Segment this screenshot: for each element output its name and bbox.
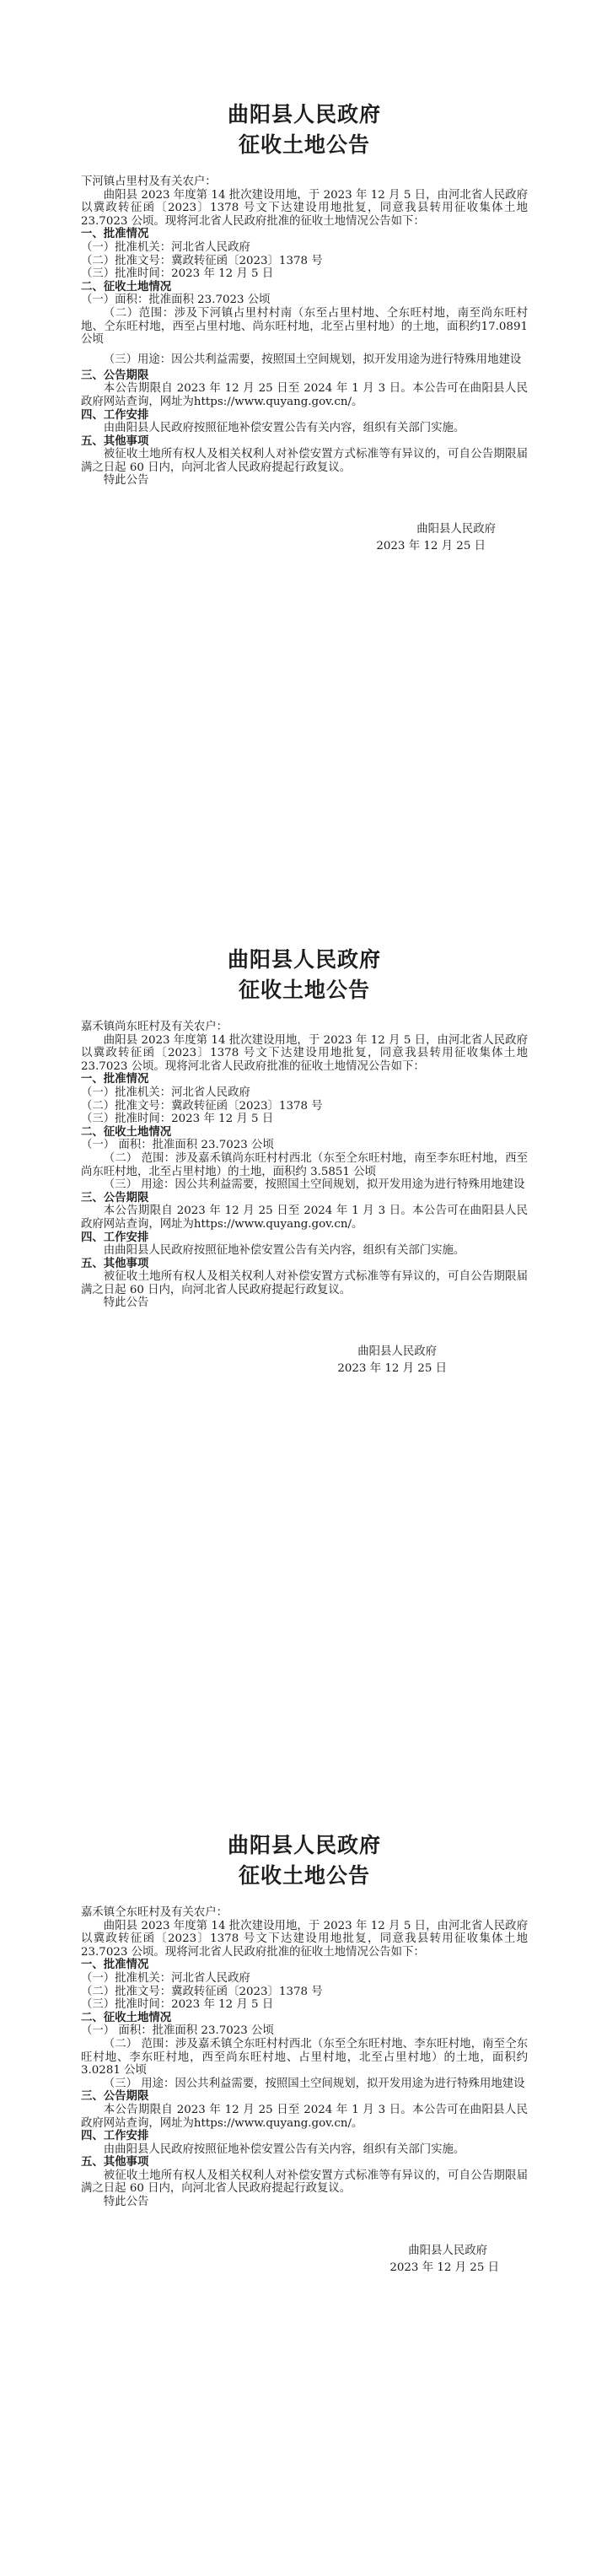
section-work-heading: 四、工作安排 bbox=[81, 408, 149, 422]
notice-2 bbox=[81, 945, 528, 1377]
other-text: 被征收土地所有权人及相关权利人对补偿安置方式标准等有异议的，可自公告期限届满之日起 60 日内，向河北省人民政府提起行政复议。 bbox=[81, 448, 528, 474]
intro-paragraph: 曲阳县 2023 年度第 14 批次建设用地，于 2023 年 12 月 5 日，由河北省人民政府以冀政转征函〔2023〕1378 号文下达建设用地批复，同意我县转用征收集体土地 23.7023 公顷。现将河北省人民政府批准的征收土地情况公告如下： bbox=[81, 188, 528, 228]
approval-date: （三）批准时间：2023 年 12 月 5 日 bbox=[81, 1998, 274, 2012]
period-text: 本公告期限自 2023 年 12 月 25 日至 2024 年 1 月 3 日。本公告可在曲阳县人民政府网站查询，网址为https://www.quyang.gov.cn/。 bbox=[81, 382, 528, 408]
approval-document-number: （二）批准文号：冀政转征函〔2023〕1378 号 bbox=[81, 1985, 323, 1998]
notice-title: 曲阳县人民政府 bbox=[227, 947, 381, 972]
intro-paragraph: 曲阳县 2023 年度第 14 批次建设用地，于 2023 年 12 月 5 日，由河北省人民政府以冀政转征函〔2023〕1378 号文下达建设用地批复，同意我县转用征收集体土地 23.7023 公顷。现将河北省人民政府批准的征收土地情况公告如下： bbox=[81, 1919, 528, 1959]
approval-authority: （一）批准机关：河北省人民政府 bbox=[81, 240, 250, 254]
section-other-heading: 五、其他事项 bbox=[81, 434, 149, 448]
closing-text: 特此公告 bbox=[103, 1296, 149, 1310]
signing-organization: 曲阳县人民政府 bbox=[408, 2244, 487, 2257]
approval-document-number: （二）批准文号：冀政转征函〔2023〕1378 号 bbox=[81, 254, 323, 267]
section-land-heading: 二、征收土地情况 bbox=[81, 2011, 172, 2024]
section-work-heading: 四、工作安排 bbox=[81, 2130, 149, 2143]
land-range: （二） 范围：涉及嘉禾镇仝东旺村村西北（东至仝东旺村地、李东旺村地，南至仝东旺村地、李东旺村地，西至尚东旺村地、占里村地，北至占里村地）的土地，面积约 3.0281 公顷 bbox=[81, 2037, 528, 2078]
addressee: 下河镇占里村及有关农户： bbox=[81, 175, 217, 188]
signing-organization: 曲阳县人民政府 bbox=[357, 1345, 437, 1359]
notice-subtitle: 征收土地公告 bbox=[238, 1863, 370, 1888]
section-approval-heading: 一、批准情况 bbox=[81, 1073, 149, 1086]
work-text: 由曲阳县人民政府按照征地补偿安置公告有关内容，组织有关部门实施。 bbox=[103, 422, 465, 435]
period-text: 本公告期限自 2023 年 12 月 25 日至 2024 年 1 月 3 日。本公告可在曲阳县人民政府网站查询，网址为https://www.quyang.gov.cn/。 bbox=[81, 1204, 528, 1231]
work-text: 由曲阳县人民政府按照征地补偿安置公告有关内容，组织有关部门实施。 bbox=[103, 2142, 465, 2156]
section-land-heading: 二、征收土地情况 bbox=[81, 1125, 172, 1139]
signing-date: 2023 年 12 月 25 日 bbox=[337, 1362, 447, 1376]
section-work-heading: 四、工作安排 bbox=[81, 1231, 149, 1244]
other-text: 被征收土地所有权人及相关权利人对补偿安置方式标准等有异议的，可自公告期限届满之日起 60 日内，向河北省人民政府提起行政复议。 bbox=[81, 1270, 528, 1296]
land-use: （三） 用途：因公共利益需要，按照国土空间规划，拟开发用途为进行特殊用地建设 bbox=[103, 2077, 525, 2090]
land-range: （二）范围：涉及下河镇占里村村南（东至占里村地、仝东旺村地，南至尚东旺村地、仝东旺村地，西至占里村地、尚东旺村地，北至占里村地）的土地，面积约17.0891公顷 bbox=[81, 306, 528, 347]
approval-document-number: （二）批准文号：冀政转征函〔2023〕1378 号 bbox=[81, 1099, 323, 1113]
land-use: （三）用途：因公共利益需要，按照国土空间规划，拟开发用途为进行特殊用地建设 bbox=[103, 353, 522, 366]
land-range: （二） 范围：涉及嘉禾镇尚东旺村村西北（东至仝东旺村地，南至李东旺村地，西至尚东旺村地，北至占里村地）的土地，面积约 3.5851 公顷 bbox=[81, 1151, 528, 1178]
notice-title: 曲阳县人民政府 bbox=[227, 1833, 381, 1857]
section-other-heading: 五、其他事项 bbox=[81, 1257, 149, 1270]
notice-body bbox=[81, 1021, 528, 1310]
approval-date: （三）批准时间：2023 年 12 月 5 日 bbox=[81, 267, 274, 281]
intro-paragraph: 曲阳县 2023 年度第 14 批次建设用地，于 2023 年 12 月 5 日，由河北省人民政府以冀政转征函〔2023〕1378 号文下达建设用地批复，同意我县转用征收集体土地 23.7023 公顷。现将河北省人民政府批准的征收土地情况公告如下： bbox=[81, 1033, 528, 1073]
approval-date: （三）批准时间：2023 年 12 月 5 日 bbox=[81, 1113, 274, 1126]
addressee: 嘉禾镇仝东旺村及有关农户： bbox=[81, 1906, 228, 1919]
signing-date: 2023 年 12 月 25 日 bbox=[376, 540, 486, 553]
section-period-heading: 三、公告期限 bbox=[81, 1191, 149, 1204]
signing-organization: 曲阳县人民政府 bbox=[416, 523, 496, 536]
land-area: （一） 面积：批准面积 23.7023 公顷 bbox=[81, 1139, 274, 1152]
closing-text: 特此公告 bbox=[103, 474, 149, 488]
notice-1 bbox=[81, 100, 528, 555]
period-text: 本公告期限自 2023 年 12 月 25 日至 2024 年 1 月 3 日。本公告可在曲阳县人民政府网站查询，网址为https://www.quyang.gov.cn/。 bbox=[81, 2103, 528, 2130]
notice-3 bbox=[81, 1830, 528, 2277]
land-area: （一） 面积：批准面积 23.7023 公顷 bbox=[81, 2024, 274, 2038]
signature-block bbox=[81, 1344, 528, 1377]
notice-body bbox=[81, 175, 528, 488]
other-text: 被征收土地所有权人及相关权利人对补偿安置方式标准等有异议的，可自公告期限届满之日起 60 日内，向河北省人民政府提起行政复议。 bbox=[81, 2169, 528, 2196]
closing-text: 特此公告 bbox=[103, 2196, 149, 2209]
approval-authority: （一）批准机关：河北省人民政府 bbox=[81, 1086, 250, 1099]
notice-title: 曲阳县人民政府 bbox=[227, 102, 381, 127]
section-land-heading: 二、征收土地情况 bbox=[81, 280, 172, 294]
signature-block bbox=[81, 2243, 528, 2277]
section-other-heading: 五、其他事项 bbox=[81, 2156, 149, 2169]
section-approval-heading: 一、批准情况 bbox=[81, 228, 149, 241]
notice-body bbox=[81, 1906, 528, 2209]
land-area: （一）面积：批准面积 23.7023 公顷 bbox=[81, 294, 271, 307]
section-period-heading: 三、公告期限 bbox=[81, 2090, 149, 2104]
section-approval-heading: 一、批准情况 bbox=[81, 1959, 149, 1972]
land-use: （三） 用途：因公共利益需要，按照国土空间规划，拟开发用途为进行特殊用地建设 bbox=[103, 1178, 525, 1192]
work-text: 由曲阳县人民政府按照征地补偿安置公告有关内容，组织有关部门实施。 bbox=[103, 1244, 465, 1258]
section-period-heading: 三、公告期限 bbox=[81, 369, 149, 382]
signing-date: 2023 年 12 月 25 日 bbox=[389, 2261, 499, 2274]
signature-block bbox=[81, 521, 528, 555]
notice-subtitle: 征收土地公告 bbox=[238, 132, 370, 157]
addressee: 嘉禾镇尚东旺村及有关农户： bbox=[81, 1021, 228, 1033]
approval-authority: （一）批准机关：河北省人民政府 bbox=[81, 1971, 250, 1985]
notice-subtitle: 征收土地公告 bbox=[238, 978, 370, 1002]
